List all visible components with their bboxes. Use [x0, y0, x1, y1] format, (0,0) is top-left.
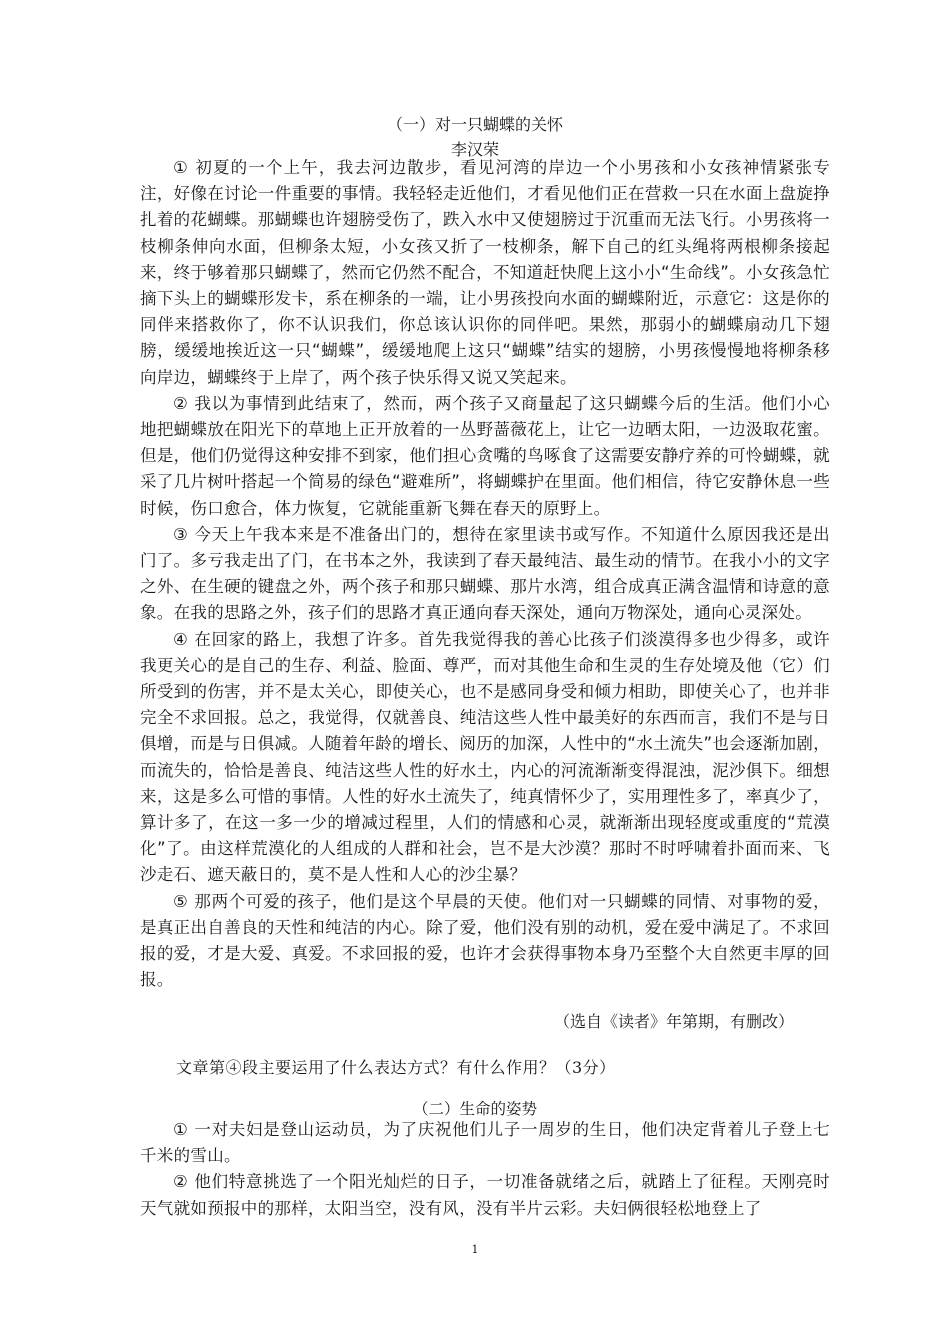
page-number: 1: [471, 1243, 479, 1256]
article2-title: （二）生命的姿势: [412, 1100, 537, 1118]
paragraph-3: ③ 今天上午我本来是不准备出门的，想待在家里读书或写作。不知道什么原因我还是出门了。多亏我走出了门，在书本之外，我读到了春天最纯洁、最生动的情节。在我小小的文字之外、在生硬的键盘之外，两个孩子和那只蝴蝶、那片水湾，组合成真正满含温情和诗意的意象。在我的思路之外，孩子们的思路才真正通向春天深处，通向万物深处，通向心灵深处。: [140, 524, 830, 623]
paragraph-2: ② 我以为事情到此结束了，然而，两个孩子又商量起了这只蝴蝶今后的生活。他们小心地把蝴蝶放在阳光下的草地上正开放着的一丛野蔷薇花上，让它一边晒太阳，一边汲取花蜜。但是，他们仍觉得这种安排不到家，他们担心贪嘴的鸟啄食了这需要安静疗养的可怜蝴蝶，就采了几片树叶搭起一个简易的绿色“避难所”，将蝴蝶护在里面。他们相信，待它安静休息一些时候，伤口愈合，体力恢复，它就能重新飞舞在春天的原野上。: [140, 393, 830, 518]
article-source: （选自《读者》年第期，有删改）: [553, 1012, 794, 1031]
paragraph-1: ① 一对夫妇是登山运动员，为了庆祝他们儿子一周岁的生日，他们决定背着儿子登上七千米的雪山。: [140, 1120, 830, 1166]
paragraph-4: ④ 在回家的路上，我想了许多。首先我觉得我的善心比孩子们淡漠得多也少得多，或许我更关心的是自己的生存、利益、脸面、尊严，而对其他生命和生灵的生存处境及他（它）们所受到的伤害，并不是太关心，即使关心，也不是感同身受和倾力相助，即使关心了，也并非完全不求回报。总之，我觉得，仅就善良、纯洁这些人性中最美好的东西而言，我们不是与日俱增，而是与日俱减。人随着年龄的增长、阅历的加深，人性中的“水土流失”也会逐渐加剧，而流失的，恰恰是善良、纯洁这些人性的好水土，内心的河流渐渐变得混浊，泥沙俱下。细想来，这是多么可惜的事情。人性的好水土流失了，纯真情怀少了，实用理性多了，率真少了，算计多了，在这一多一少的增减过程里，人们的情感和心灵，就渐渐出现轻度或重度的“荒漠化”了。由这样荒漠化的人组成的人群和社会，岂不是大沙漠？那时不时呼啸着扑面而来、飞沙走石、遮天蔽日的，莫不是人性和人心的沙尘暴？: [140, 629, 830, 885]
article-title: （一）对一只蝴蝶的关怀: [386, 115, 563, 134]
paragraph-5: ⑤ 那两个可爱的孩子，他们是这个早晨的天使。他们对一只蝴蝶的同情、对事物的爱，是真正出自善良的天性和纯洁的内心。除了爱，他们没有别的动机，爱在爱中满足了。不求回报的爱，才是大爱、真爱。不求回报的爱，也许才会获得事物本身乃至整个大自然更丰厚的回报。: [140, 891, 830, 990]
paragraph-1: ① 初夏的一个上午，我去河边散步，看见河湾的岸边一个小男孩和小女孩神情紧张专注，好像在讨论一件重要的事情。我轻轻走近他们，才看见他们正在营救一只在水面上盘旋挣扎着的花蝴蝶。那蝴蝶也许翅膀受伤了，跌入水中又使翅膀过于沉重而无法飞行。小男孩将一枝柳条伸向水面，但柳条太短，小女孩又折了一枝柳条，解下自己的红头绳将两根柳条接起来，终于够着那只蝴蝶了，然而它仍然不配合，不知道赶快爬上这小小“生命线”。小女孩急忙摘下头上的蝴蝶形发卡，系在柳条的一端，让小男孩投向水面的蝴蝶附近，示意它：这是你的同伴来搭救你了，你不认识我们，你总该认识你的同伴吧。果然，那弱小的蝴蝶扇动几下翅膀，缓缓地挨近这一只“蝴蝶”，缓缓地爬上这只“蝴蝶”结实的翅膀，小男孩慢慢地将柳条移向岸边，蝴蝶终于上岸了，两个孩子快乐得又说又笑起来。: [140, 158, 830, 387]
article2-body: [140, 1117, 830, 1222]
article-author: 李汉荣: [450, 140, 499, 159]
question-text: 文章第④段主要运用了什么表达方式？有什么作用？（3分）: [176, 1058, 616, 1077]
article-body: [140, 155, 830, 994]
paragraph-2: ② 他们特意挑选了一个阳光灿烂的日子，一切准备就绪之后，就踏上了征程。天刚亮时天气就如预报中的那样，太阳当空，没有风，没有半片云彩。夫妇俩很轻松地登上了: [140, 1172, 830, 1218]
